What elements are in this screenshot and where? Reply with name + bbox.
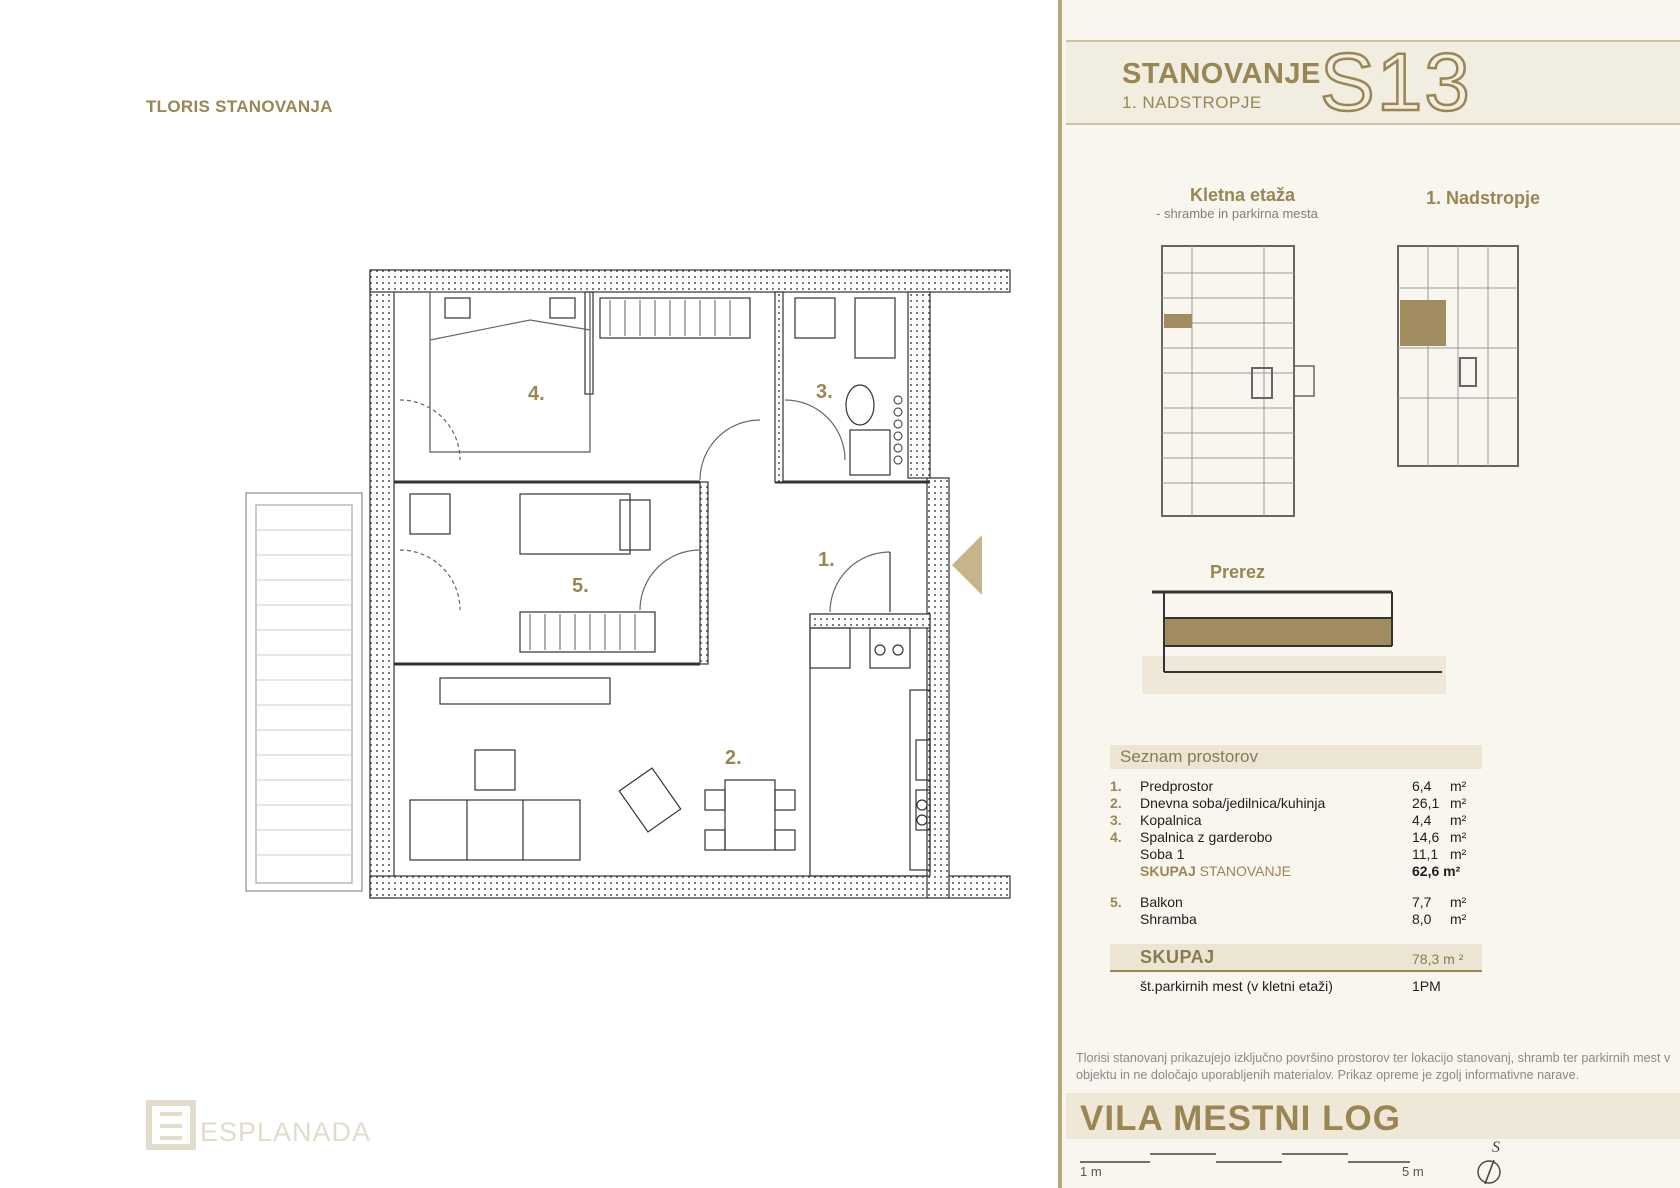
apartment-header [1066, 37, 1680, 128]
room-num: 4. [1110, 829, 1122, 845]
room-name: Soba 1 [1140, 846, 1185, 862]
room-name: Spalnica z garderobo [1140, 829, 1273, 845]
room-area: 4,4 [1412, 812, 1432, 828]
room-num: 5. [1110, 894, 1122, 910]
room-num: 2. [1110, 795, 1122, 811]
room-label-1: 1. [818, 549, 835, 571]
room-num: 1. [1110, 778, 1122, 794]
basement-title: Kletna etaža [1190, 185, 1296, 205]
scale-left-label: 1 m [1080, 1164, 1102, 1179]
apartment-code: S13 [1320, 37, 1472, 128]
total-value: 78,3 m ² [1412, 951, 1464, 967]
room-row [1110, 894, 1482, 911]
apartment-floor: 1. NADSTROPJE [1122, 93, 1262, 112]
room-unit: m² [1450, 829, 1467, 845]
north-arrow-icon [1474, 1138, 1514, 1186]
room-unit: m² [1450, 778, 1467, 794]
parking-row [1110, 978, 1482, 995]
room-label-5: 5. [572, 575, 589, 597]
room-row [1110, 812, 1482, 829]
room-row [1110, 829, 1482, 846]
plan-title: TLORIS STANOVANJA [146, 97, 333, 116]
total-row [1110, 944, 1482, 972]
room-name: Dnevna soba/jedilnica/kuhinja [1140, 795, 1326, 811]
disclaimer: Tlorisi stanovanj prikazujejo izključno površino prostorov ter lokacijo stanovanj, shramb ter parkirnih mest v objektu in ne določajo uporabljenih materialov. Prikaz opreme je zgolj informativne narave. [1076, 1051, 1671, 1082]
esplanada-logo [146, 1100, 371, 1150]
rooms-heading: Seznam prostorov [1110, 745, 1482, 769]
project-banner [1066, 1093, 1680, 1139]
parking-value: 1PM [1412, 978, 1441, 994]
room-unit: m² [1450, 812, 1467, 828]
room-name: Kopalnica [1140, 812, 1202, 828]
room-row [1110, 911, 1482, 928]
room-name: Shramba [1140, 911, 1197, 927]
section-diagram [1142, 588, 1462, 698]
scale-right-label: 5 m [1402, 1164, 1424, 1179]
room-unit: m² [1450, 846, 1467, 862]
room-area: 11,1 [1412, 846, 1439, 862]
parking-label: št.parkirnih mest (v kletni etaži) [1140, 978, 1333, 994]
logo-text: ESPLANADA [200, 1116, 372, 1147]
info-panel [1058, 0, 1680, 1188]
project-name: VILA MESTNI LOG [1080, 1099, 1401, 1138]
basement-subtitle: - shrambe in parkirna mesta [1156, 206, 1318, 221]
room-label-4: 4. [528, 383, 545, 405]
total-label: SKUPAJ [1140, 947, 1215, 967]
subtotal-label-b: STANOVANJE [1195, 863, 1291, 879]
subtotal-label [1140, 863, 1291, 879]
north-label: S [1492, 1139, 1500, 1156]
room-area: 26,1 [1412, 795, 1440, 811]
subtotal-value: 62,6 m² [1412, 863, 1461, 879]
room-name: Balkon [1140, 894, 1183, 910]
room-unit: m² [1450, 911, 1467, 927]
room-area: 6,4 [1412, 778, 1432, 794]
floor-title: 1. Nadstropje [1426, 188, 1541, 208]
room-num: 3. [1110, 812, 1122, 828]
logo-mark-icon [146, 1100, 196, 1150]
room-area: 7,7 [1412, 894, 1432, 910]
room-area: 14,6 [1412, 829, 1440, 845]
basement-keyplan [1152, 228, 1342, 528]
room-label-3: 3. [816, 381, 833, 403]
room-unit: m² [1450, 894, 1467, 910]
floor-keyplan [1388, 228, 1578, 488]
subtotal-row [1110, 863, 1482, 880]
room-name: Predprostor [1140, 778, 1214, 794]
room-unit: m² [1450, 795, 1467, 811]
section-title: Prerez [1210, 562, 1266, 582]
subtotal-label-a: SKUPAJ [1140, 863, 1196, 879]
room-area: 8,0 [1412, 911, 1432, 927]
room-label-2: 2. [725, 747, 742, 769]
floor-plan [230, 250, 1030, 900]
room-row [1110, 795, 1482, 812]
scale-bar [1080, 1150, 1410, 1164]
apartment-title: STANOVANJE [1122, 58, 1321, 90]
balcony [246, 493, 362, 891]
room-row [1110, 846, 1482, 863]
room-row [1110, 778, 1482, 795]
